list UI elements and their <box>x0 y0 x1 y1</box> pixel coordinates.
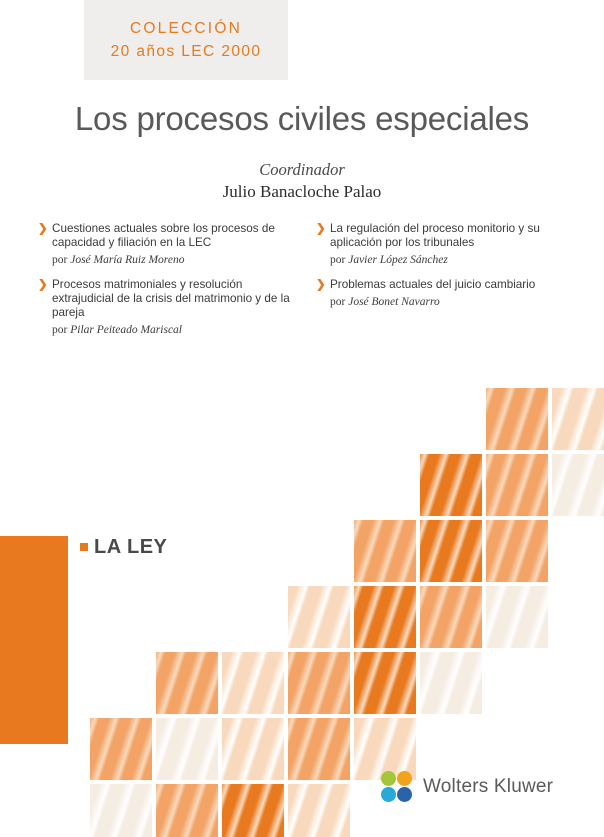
chapter-author-prefix: por <box>330 296 349 308</box>
left-accent-bar <box>0 536 68 744</box>
coordinator-role: Coordinador <box>259 160 345 179</box>
imprint-logo <box>68 522 196 572</box>
chapter-title: Procesos matrimoniales y resolución extrajudicial de la crisis del matrimonio y de la pareja <box>52 278 290 319</box>
chapter-author-prefix: por <box>52 254 71 266</box>
collection-badge <box>84 0 288 80</box>
chapter-author-name: Pilar Peiteado Mariscal <box>70 324 183 336</box>
mosaic-tile <box>420 652 482 714</box>
chapter-author-name: Javier López Sánchez <box>348 254 448 266</box>
collection-subtitle: 20 años LEC 2000 <box>110 43 262 60</box>
collection-label: COLECCIÓN <box>130 19 242 37</box>
mosaic-tile <box>552 454 604 516</box>
mosaic-tile <box>90 784 152 837</box>
wolters-kluwer-icon <box>380 770 414 804</box>
mosaic-tile <box>156 652 218 714</box>
mosaic-tile <box>486 454 548 516</box>
list-item <box>38 222 290 267</box>
mosaic-tile <box>420 454 482 516</box>
mosaic-tile <box>288 718 350 780</box>
chevron-right-icon: ❯ <box>316 223 326 235</box>
mosaic-tile <box>288 586 350 648</box>
chapter-author-prefix: por <box>52 324 71 336</box>
page-title: Los procesos civiles especiales <box>74 100 530 137</box>
list-item <box>38 278 290 337</box>
list-item <box>316 222 568 267</box>
mosaic-tile <box>354 520 416 582</box>
square-icon <box>80 543 88 551</box>
chevron-right-icon: ❯ <box>316 279 326 291</box>
coordinator-name: Julio Banacloche Palao <box>222 182 382 201</box>
imprint-name: LA LEY <box>94 535 168 558</box>
chapter-author <box>52 323 290 337</box>
publisher-name: Wolters Kluwer <box>423 776 554 797</box>
mosaic-tile <box>222 784 284 837</box>
mosaic-tile <box>288 784 350 837</box>
mosaic-tile <box>486 520 548 582</box>
chapter-list <box>38 222 568 348</box>
chapter-author-name: José Bonet Navarro <box>348 296 440 308</box>
mosaic-tile <box>354 652 416 714</box>
chevron-right-icon: ❯ <box>38 279 48 291</box>
mosaic-tile <box>90 718 152 780</box>
mosaic-tile <box>486 586 548 648</box>
chapter-column-right <box>316 222 568 348</box>
mosaic-tile <box>486 388 548 450</box>
chevron-right-icon: ❯ <box>38 223 48 235</box>
chapter-author <box>330 295 568 309</box>
chapter-column-left <box>38 222 290 348</box>
mosaic-tile <box>156 784 218 837</box>
chapter-author-prefix: por <box>330 254 349 266</box>
publisher-logo <box>380 770 553 804</box>
mosaic-tile <box>420 520 482 582</box>
mosaic-tile <box>222 718 284 780</box>
chapter-author-name: José María Ruiz Moreno <box>70 254 185 266</box>
chapter-author <box>52 253 290 267</box>
mosaic-tile <box>420 586 482 648</box>
mosaic-tile <box>222 652 284 714</box>
chapter-title: Problemas actuales del juicio cambiario <box>330 278 536 291</box>
mosaic-tile <box>288 652 350 714</box>
chapter-title: Cuestiones actuales sobre los procesos de capacidad y filiación en la LEC <box>52 222 275 249</box>
mosaic-tile <box>354 586 416 648</box>
mosaic-tile <box>156 718 218 780</box>
mosaic-tile <box>552 388 604 450</box>
chapter-author <box>330 253 568 267</box>
chapter-title: La regulación del proceso monitorio y su aplicación por los tribunales <box>330 222 540 249</box>
list-item <box>316 278 568 309</box>
